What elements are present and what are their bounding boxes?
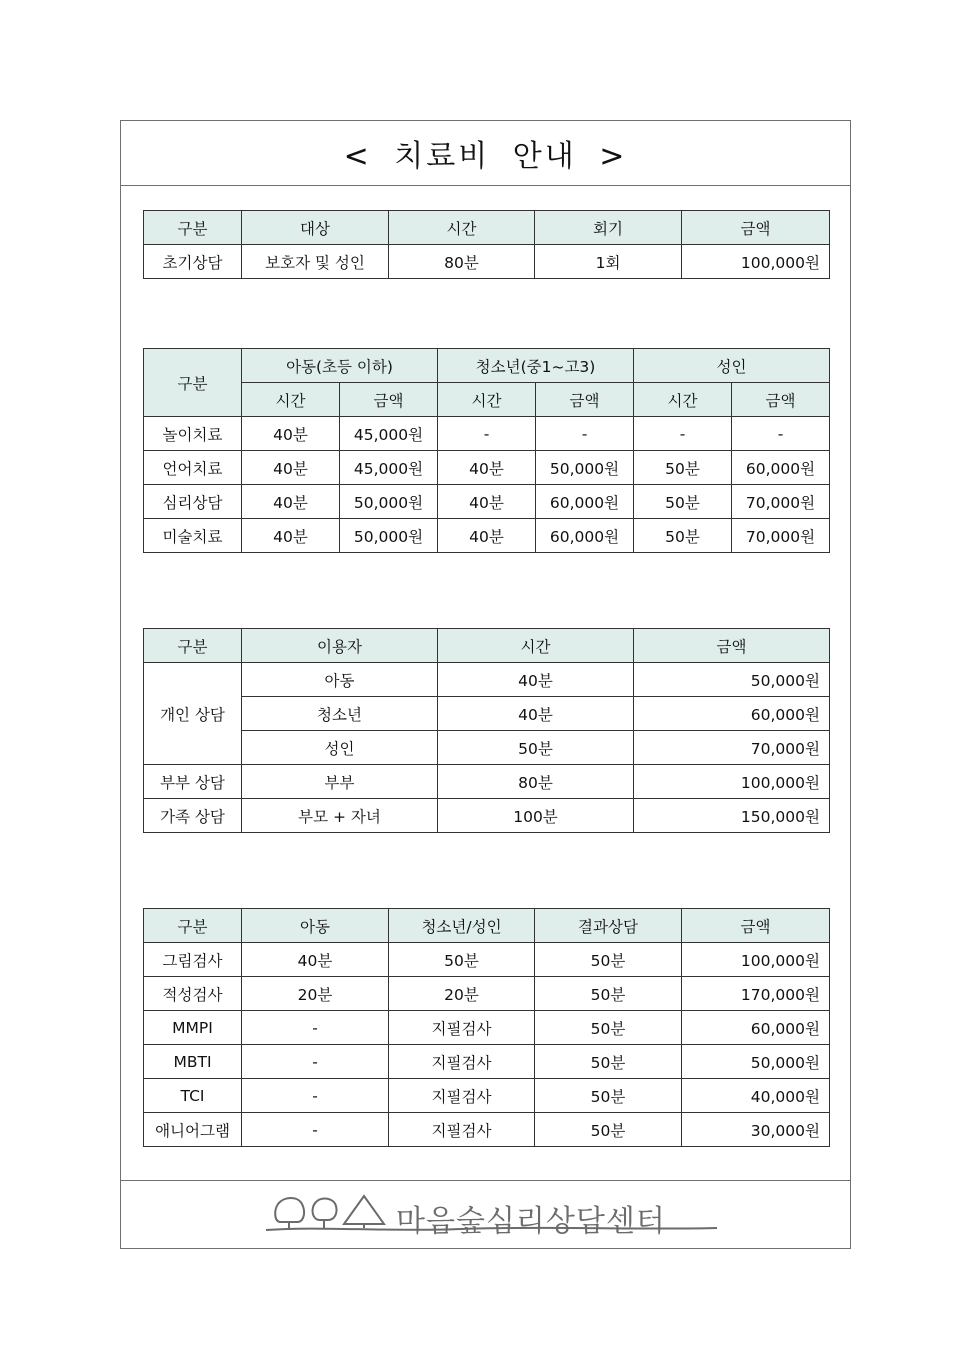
cell: 부부 상담 bbox=[144, 765, 242, 799]
header-cell: 청소년/성인 bbox=[389, 909, 535, 943]
cell: 50분 bbox=[535, 1045, 682, 1079]
table-row bbox=[144, 485, 830, 519]
table-row bbox=[144, 1011, 830, 1045]
cell: 초기상담 bbox=[144, 245, 242, 279]
header-cell: 시간 bbox=[438, 383, 536, 417]
header-cell: 회기 bbox=[535, 211, 682, 245]
cell: 미술치료 bbox=[144, 519, 242, 553]
table-header-row bbox=[144, 909, 830, 943]
cell: 60,000원 bbox=[536, 485, 634, 519]
cell: 40분 bbox=[438, 519, 536, 553]
header-cell: 시간 bbox=[242, 383, 340, 417]
cell-amount: 70,000원 bbox=[634, 731, 830, 765]
logo-text: 마음숲심리상담센터 bbox=[396, 1204, 666, 1239]
cell: 50분 bbox=[438, 731, 634, 765]
cell: 적성검사 bbox=[144, 977, 242, 1011]
cell: 40분 bbox=[242, 519, 340, 553]
table-header-row bbox=[144, 629, 830, 663]
header-group-adult: 성인 bbox=[634, 349, 830, 383]
cell: 보호자 및 성인 bbox=[242, 245, 389, 279]
cell: - bbox=[242, 1113, 389, 1147]
cell: 심리상담 bbox=[144, 485, 242, 519]
cell: 40분 bbox=[242, 451, 340, 485]
header-cell: 금액 bbox=[340, 383, 438, 417]
cell-amount: 50,000원 bbox=[634, 663, 830, 697]
cell: 50분 bbox=[535, 1011, 682, 1045]
cell: 그림검사 bbox=[144, 943, 242, 977]
cell: - bbox=[242, 1079, 389, 1113]
table-row bbox=[144, 799, 830, 833]
header-cell: 이용자 bbox=[242, 629, 438, 663]
cell-individual-counsel: 개인 상담 bbox=[144, 663, 242, 765]
table-row bbox=[144, 731, 830, 765]
cell: 80분 bbox=[438, 765, 634, 799]
header-cell: 금액 bbox=[634, 629, 830, 663]
table-header-row bbox=[144, 349, 830, 383]
test-fee-table bbox=[143, 908, 830, 1147]
cell: 20분 bbox=[389, 977, 535, 1011]
cell-amount: 100,000원 bbox=[682, 943, 830, 977]
cell: 지필검사 bbox=[389, 1113, 535, 1147]
cell: 50,000원 bbox=[340, 485, 438, 519]
header-cell: 아동 bbox=[242, 909, 389, 943]
header-cell: 금액 bbox=[682, 211, 830, 245]
table-row bbox=[144, 943, 830, 977]
table-row bbox=[144, 1113, 830, 1147]
cell: 50분 bbox=[634, 485, 732, 519]
table-row bbox=[144, 417, 830, 451]
cell: 40분 bbox=[438, 451, 536, 485]
cell: TCI bbox=[144, 1079, 242, 1113]
cell-amount: 30,000원 bbox=[682, 1113, 830, 1147]
cell: 40분 bbox=[438, 663, 634, 697]
header-cell: 금액 bbox=[732, 383, 830, 417]
header-cell: 금액 bbox=[536, 383, 634, 417]
cell: 성인 bbox=[242, 731, 438, 765]
cell: - bbox=[634, 417, 732, 451]
cell: 50,000원 bbox=[340, 519, 438, 553]
cell: 40분 bbox=[242, 485, 340, 519]
cell: 40분 bbox=[438, 485, 536, 519]
cell-amount: 60,000원 bbox=[682, 1011, 830, 1045]
center-logo bbox=[262, 1190, 722, 1238]
cell: 지필검사 bbox=[389, 1045, 535, 1079]
cell: 아동 bbox=[242, 663, 438, 697]
cell: 부모 + 자녀 bbox=[242, 799, 438, 833]
table-row bbox=[144, 697, 830, 731]
cell: 50분 bbox=[535, 943, 682, 977]
header-cell: 시간 bbox=[389, 211, 535, 245]
footer-divider bbox=[121, 1180, 850, 1181]
cell: 80분 bbox=[389, 245, 535, 279]
cell-amount: 150,000원 bbox=[634, 799, 830, 833]
cell: - bbox=[536, 417, 634, 451]
cell-amount: 100,000원 bbox=[634, 765, 830, 799]
cell: 70,000원 bbox=[732, 485, 830, 519]
cell: 40분 bbox=[242, 943, 389, 977]
cell: 60,000원 bbox=[536, 519, 634, 553]
therapy-fee-table bbox=[143, 348, 830, 553]
cell: 60,000원 bbox=[732, 451, 830, 485]
table-header-row bbox=[144, 211, 830, 245]
header-cell: 대상 bbox=[242, 211, 389, 245]
header-cell: 구분 bbox=[144, 629, 242, 663]
cell: 1회 bbox=[535, 245, 682, 279]
header-cell: 구분 bbox=[144, 211, 242, 245]
cell: - bbox=[438, 417, 536, 451]
cell: 지필검사 bbox=[389, 1011, 535, 1045]
header-cell: 구분 bbox=[144, 909, 242, 943]
header-cell: 구분 bbox=[144, 349, 242, 417]
cell: 언어치료 bbox=[144, 451, 242, 485]
cell: 청소년 bbox=[242, 697, 438, 731]
table-row bbox=[144, 765, 830, 799]
cell: 45,000원 bbox=[340, 417, 438, 451]
cell-amount: 100,000원 bbox=[682, 245, 830, 279]
cell-amount: 60,000원 bbox=[634, 697, 830, 731]
cell: 50분 bbox=[634, 519, 732, 553]
header-cell: 시간 bbox=[438, 629, 634, 663]
header-cell: 금액 bbox=[682, 909, 830, 943]
cell-amount: 170,000원 bbox=[682, 977, 830, 1011]
cell: 50분 bbox=[535, 1079, 682, 1113]
cell: 50,000원 bbox=[536, 451, 634, 485]
cell: - bbox=[242, 1045, 389, 1079]
header-group-child: 아동(초등 이하) bbox=[242, 349, 438, 383]
cell: 70,000원 bbox=[732, 519, 830, 553]
cell: 100분 bbox=[438, 799, 634, 833]
table-row bbox=[144, 1079, 830, 1113]
table-row bbox=[144, 1045, 830, 1079]
title-bar bbox=[121, 121, 850, 186]
cell: 놀이치료 bbox=[144, 417, 242, 451]
cell: 부부 bbox=[242, 765, 438, 799]
page-title: < 치료비 안내 > bbox=[343, 139, 628, 174]
table-row bbox=[144, 451, 830, 485]
table-row bbox=[144, 245, 830, 279]
header-group-youth: 청소년(중1~고3) bbox=[438, 349, 634, 383]
counseling-fee-table bbox=[143, 628, 830, 833]
table-subheader-row bbox=[144, 383, 830, 417]
cell-amount: 40,000원 bbox=[682, 1079, 830, 1113]
cell: 50분 bbox=[634, 451, 732, 485]
cell: 50분 bbox=[535, 977, 682, 1011]
cell: 20분 bbox=[242, 977, 389, 1011]
cell: 50분 bbox=[389, 943, 535, 977]
initial-consult-table bbox=[143, 210, 830, 279]
cell-amount: 50,000원 bbox=[682, 1045, 830, 1079]
table-row bbox=[144, 663, 830, 697]
cell: 40분 bbox=[438, 697, 634, 731]
cell: 45,000원 bbox=[340, 451, 438, 485]
cell: - bbox=[732, 417, 830, 451]
cell: 가족 상담 bbox=[144, 799, 242, 833]
cell: 애니어그램 bbox=[144, 1113, 242, 1147]
cell: MBTI bbox=[144, 1045, 242, 1079]
cell: MMPI bbox=[144, 1011, 242, 1045]
cell: - bbox=[242, 1011, 389, 1045]
cell: 지필검사 bbox=[389, 1079, 535, 1113]
cell: 40분 bbox=[242, 417, 340, 451]
table-row bbox=[144, 519, 830, 553]
cell: 50분 bbox=[535, 1113, 682, 1147]
header-cell: 시간 bbox=[634, 383, 732, 417]
table-row bbox=[144, 977, 830, 1011]
header-cell: 결과상담 bbox=[535, 909, 682, 943]
